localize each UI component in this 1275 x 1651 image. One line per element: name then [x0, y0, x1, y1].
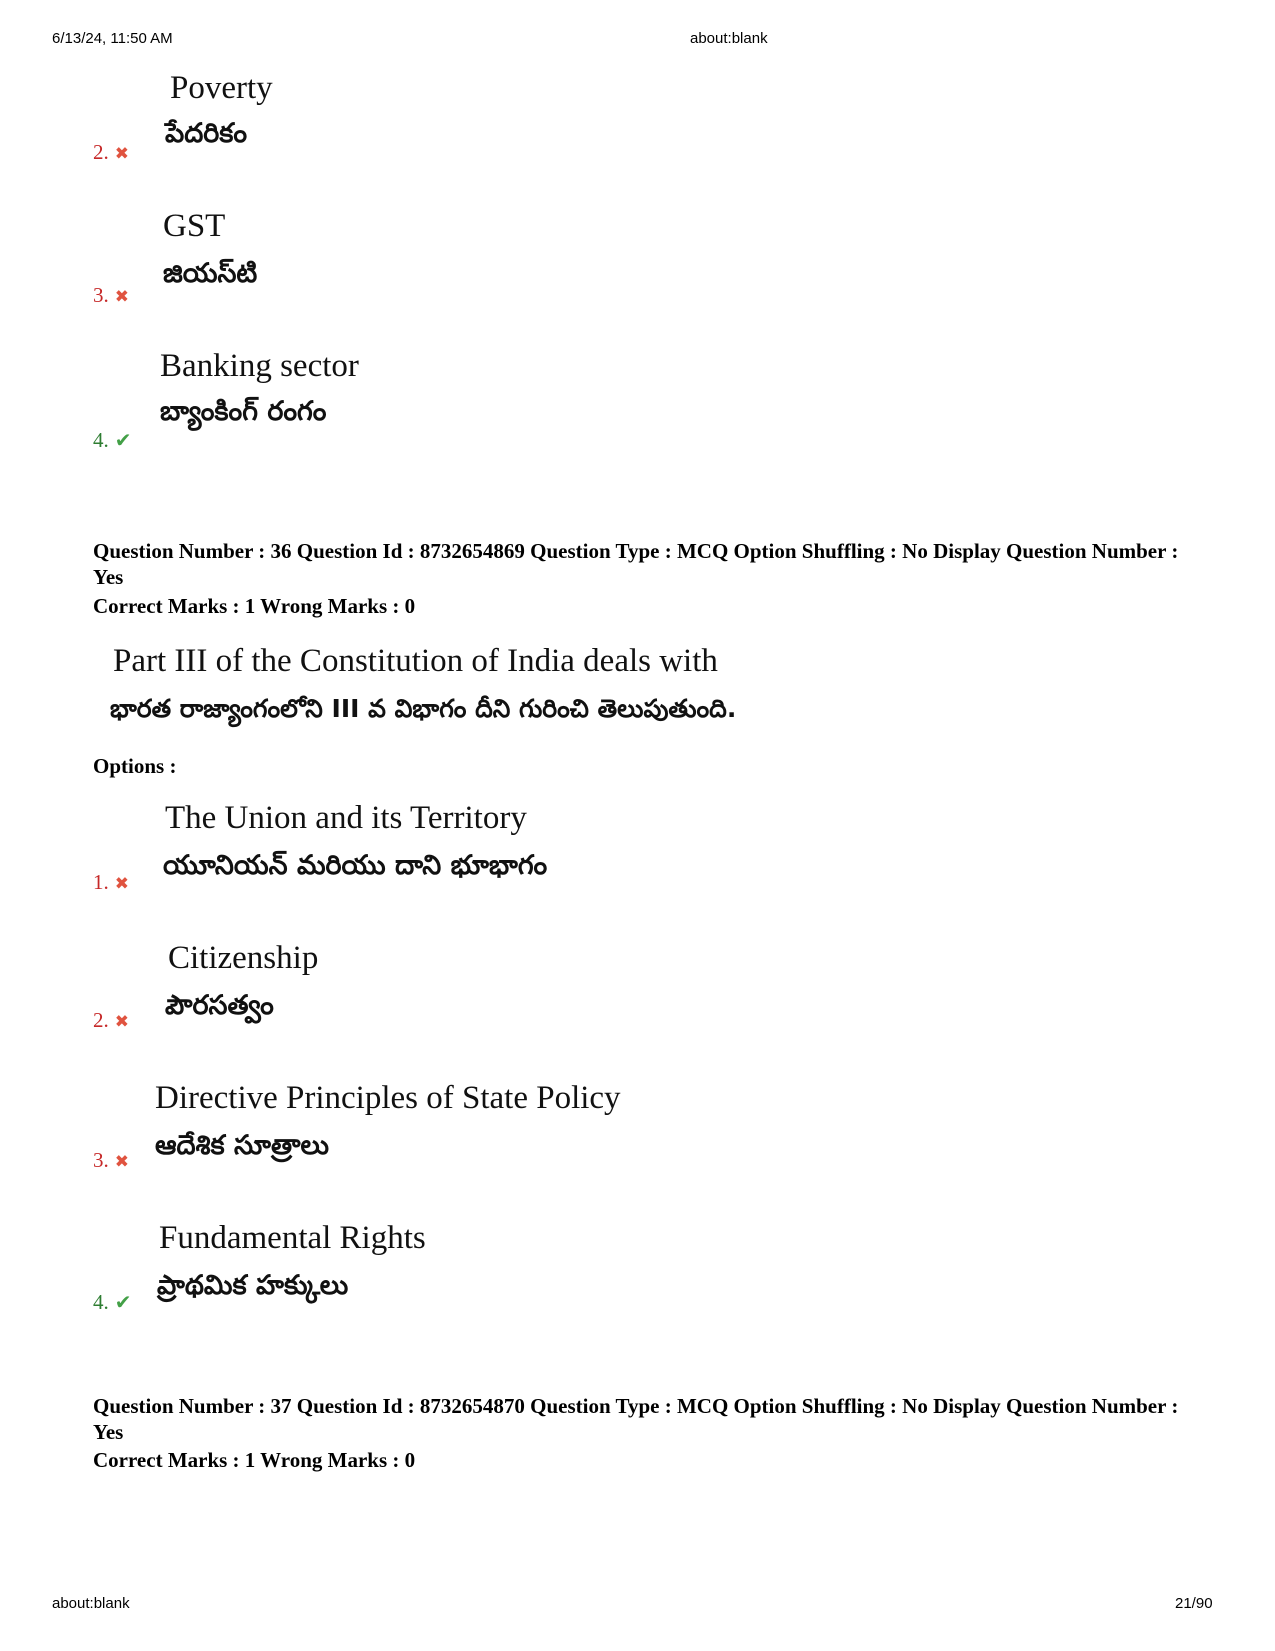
check-icon: ✔	[114, 428, 132, 452]
option-number: 3. ✖	[93, 283, 129, 307]
option-text-en: The Union and its Territory	[165, 800, 527, 836]
option-text-en: GST	[163, 208, 226, 244]
option-text-te: ప్రాథమిక హక్కులు	[157, 1270, 349, 1301]
option-text-en: Poverty	[170, 70, 273, 106]
question-meta: Question Number : 37 Question Id : 8732654870 Question Type : MCQ Option Shuffling : No Display Question Number : Yes	[93, 1394, 1179, 1444]
print-url: about:blank	[690, 30, 768, 47]
cross-icon: ✖	[114, 1012, 129, 1032]
cross-icon: ✖	[114, 1152, 129, 1172]
cross-icon: ✖	[114, 287, 129, 307]
page-number: 21/90	[1175, 1595, 1213, 1612]
check-icon: ✔	[114, 1290, 132, 1314]
option-text-en: Citizenship	[168, 940, 319, 976]
footer-url: about:blank	[52, 1595, 130, 1612]
options-label: Options :	[93, 754, 177, 778]
option-text-te: యూనియన్ మరియు దాని భూభాగం	[163, 850, 548, 881]
option-text-en: Directive Principles of State Policy	[155, 1080, 621, 1116]
cross-icon: ✖	[114, 144, 129, 164]
option-number: 1. ✖	[93, 870, 129, 894]
option-text-te: పేదరికం	[165, 118, 248, 149]
question-marks: Correct Marks : 1 Wrong Marks : 0	[93, 1448, 416, 1472]
question-text-en: Part III of the Constitution of India deals with	[113, 643, 718, 679]
option-text-en: Fundamental Rights	[159, 1220, 426, 1256]
option-text-te: జియస్‌టి	[163, 258, 258, 289]
option-number: 4. ✔	[93, 1290, 132, 1314]
option-text-te: ఆదేశిక సూత్రాలు	[155, 1130, 329, 1161]
option-number: 2. ✖	[93, 1008, 129, 1032]
option-text-te: బ్యాంకింగ్ రంగం	[160, 396, 327, 427]
question-text-te: భారత రాజ్యాంగంలోని III వ విభాగం దీని గురించి తెలుపుతుంది.	[110, 694, 737, 723]
cross-icon: ✖	[114, 874, 129, 894]
option-number: 2. ✖	[93, 140, 129, 164]
print-datetime: 6/13/24, 11:50 AM	[52, 30, 173, 47]
question-meta: Question Number : 36 Question Id : 8732654869 Question Type : MCQ Option Shuffling : No Display Question Number : Yes	[93, 539, 1179, 589]
option-text-te: పౌరసత్వం	[165, 990, 274, 1021]
option-number: 3. ✖	[93, 1148, 129, 1172]
option-number: 4. ✔	[93, 428, 132, 452]
question-marks: Correct Marks : 1 Wrong Marks : 0	[93, 594, 416, 618]
option-text-en: Banking sector	[160, 348, 359, 384]
